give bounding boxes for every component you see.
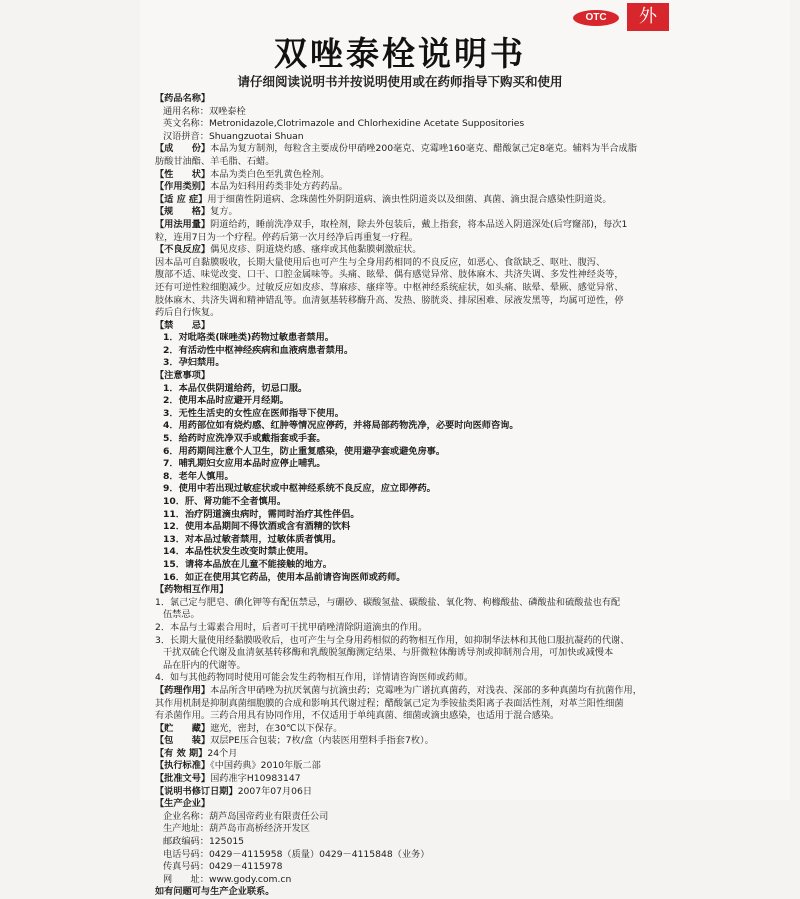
spec-text: 复方。: [210, 206, 238, 218]
indication-row: [155, 194, 690, 207]
phone-label: 电话号码：: [163, 848, 209, 860]
interaction-line: 3．长期大量使用经黏膜吸收后，也可产生与全身用药相似的药物相互作用，如抑制华法林和其他口服抗凝药的代谢、: [155, 634, 630, 646]
validity-label: 【有 效 期】: [155, 747, 208, 759]
company-name-label: 企业名称：: [163, 810, 209, 822]
precaution-item: 6．用药期间注意个人卫生，防止重复感染，使用避孕套或避免房事。: [163, 445, 446, 457]
pharmacology-line: 本品所含甲硝唑为抗厌氧菌与抗滴虫药；克霉唑为广谱抗真菌药，对浅表、深部的多种真菌均有抗菌作用，: [210, 684, 642, 696]
spec-label: 【规 格】: [155, 206, 211, 218]
validity-text: 24个月: [207, 747, 238, 759]
storage-text: 遮光，密封，在30℃以下保存。: [210, 722, 343, 734]
pharmacology-line: 有杀菌作用。三药合用具有协同作用，不仅适用于单纯真菌、细菌或滴虫感染，也适用于混合感染。: [155, 710, 560, 722]
precaution-item: 13．对本品过敏者禁用，过敏体质者慎用。: [163, 533, 342, 545]
package-label: 【包 装】: [155, 735, 211, 747]
adverse-line: 腹部不适、味觉改变、口干、口腔金属味等。头痛、眩晕、偶有感觉异常、肢体麻木、共济失调、多发性神经炎等，: [155, 269, 624, 281]
usage-text-cont: 粒，连用7日为一个疗程。停药后第一次月经净后再重复一疗程。: [155, 231, 419, 243]
ingredients-label: 【成 份】: [155, 143, 211, 155]
interaction-line: 2．本品与土霉素合用时，后者可干扰甲硝唑清除阴道滴虫的作用。: [155, 621, 428, 633]
interactions-header: 【药物相互作用】: [155, 584, 229, 596]
appearance-label: 【性 状】: [155, 168, 211, 180]
precaution-item: 1．本品仅供阴道给药，切忌口服。: [163, 382, 308, 394]
precaution-item: 11．治疗阴道滴虫病时，需同时治疗其性伴侣。: [163, 508, 360, 520]
precaution-item: 14．本品性状发生改变时禁止使用。: [163, 546, 314, 558]
external-use-badge: 外: [627, 3, 669, 31]
postcode-row: [155, 836, 690, 849]
package-row: [155, 735, 690, 748]
category-text: 本品为妇科用药类非处方药药品。: [210, 181, 348, 193]
precaution-item: 16．如正在使用其它药品，使用本品前请咨询医师或药师。: [163, 571, 406, 583]
contraindication-item: 1．对吡咯类(咪唑类)药物过敏患者禁用。: [163, 332, 334, 344]
ingredients-row: [155, 143, 690, 156]
english-name-row: [155, 118, 690, 131]
contraindications-header: 【禁 忌】: [155, 319, 211, 331]
revision-row: [155, 786, 690, 799]
precaution-item: 12．使用本品期间不得饮酒或含有酒精的饮料: [163, 521, 351, 533]
indication-label: 【适 应 症】: [155, 193, 208, 205]
usage-label: 【用法用量】: [155, 218, 211, 230]
adverse-line: 偶见皮疹、阴道烧灼感、瘙痒或其他黏膜刺激症状。: [210, 244, 422, 256]
standard-label: 【执行标准】: [155, 760, 211, 772]
precaution-item: 10．肝、肾功能不全者慎用。: [163, 496, 287, 507]
leaflet-body: [155, 93, 690, 899]
precaution-item: 8．老年人慎用。: [163, 470, 234, 482]
pinyin-row: [155, 131, 690, 144]
ingredients-text-cont: 肪酸甘油酯、羊毛脂、石蜡。: [155, 155, 275, 167]
precaution-item: 4．用药部位如有烧灼感、红肿等情况应停药，并将局部药物洗净，必要时向医师咨询。: [163, 420, 519, 432]
adverse-row: [155, 244, 690, 257]
interaction-line: 4．如与其他药物同时使用可能会发生药物相互作用，详情请咨询医师或药师。: [155, 672, 474, 684]
generic-name-label: 通用名称：: [163, 105, 209, 117]
manufacturer-header: 【生产企业】: [155, 798, 211, 810]
precaution-item: 7．哺乳期妇女应用本品时应停止哺乳。: [163, 458, 326, 470]
document-title: 双唑泰栓说明书: [274, 34, 526, 73]
address: 葫芦岛市高桥经济开发区: [208, 823, 310, 835]
interaction-line: 1．氯己定与肥皂、碘化钾等有配伍禁忌，与硼砂、碳酸氢盐、碳酸盐、氧化物、枸橼酸盐、磷酸盐和硫酸盐也有配: [155, 596, 621, 608]
precaution-item: 9．使用中若出现过敏症状或中枢神经系统不良反应，应立即停药。: [163, 483, 436, 495]
fax-row: [155, 861, 690, 874]
pinyin-name: Shuangzuotai Shuan: [208, 130, 304, 142]
ingredients-text: 本品为复方制剂，每粒含主要成份甲硝唑200毫克、克霉唑160毫克、醋酸氯己定8毫克。辅料为半合成脂: [210, 143, 637, 155]
precaution-item: 5．给药时应洗净双手或戴指套或手套。: [163, 433, 326, 445]
precaution-item: 15．请将本品放在儿童不能接触的地方。: [163, 558, 332, 570]
appearance-row: [155, 169, 690, 182]
validity-row: [155, 748, 690, 761]
adverse-line: 药后自行恢复。: [155, 307, 220, 319]
pharmacology-line: 其作用机制是抑制真菌细胞膜的合成和影响其代谢过程；醋酸氯己定为季铵盐类阳离子表面活性剂，对革兰阳性细菌: [155, 697, 624, 709]
generic-name-row: [155, 106, 690, 119]
otc-badge: OTC: [573, 10, 619, 26]
postcode: 125015: [208, 836, 245, 848]
fax-label: 传真号码：: [163, 861, 209, 873]
address-row: [155, 823, 690, 836]
standard-text: 《中国药典》2010年版二部: [210, 760, 321, 772]
postcode-label: 邮政编码：: [163, 836, 209, 848]
contraindication-item: 3．孕妇禁用。: [163, 357, 225, 369]
pharmacology-label: 【药理作用】: [155, 684, 211, 696]
category-row: [155, 181, 690, 194]
english-name-label: 英文名称：: [163, 118, 209, 130]
appearance-text: 本品为类白色至乳黄色栓剂。: [210, 168, 330, 180]
approval-text: 国药准字H10983147: [210, 773, 301, 785]
adverse-line: 因本品可自黏膜吸收，长期大量使用后也可产生与全身用药相同的不良反应，如恶心、食欲缺乏、呕吐、腹泻、: [155, 256, 606, 268]
pharmacology-row: [155, 685, 690, 698]
phone-row: [155, 849, 690, 862]
package-text: 双层PE压合包装；7枚/盒（内装医用塑料手指套7枚）。: [210, 735, 434, 747]
standard-row: [155, 760, 690, 773]
revision-text: 2007年07月06日: [237, 785, 313, 797]
precaution-item: 3．无性生活史的女性应在医师指导下使用。: [163, 407, 344, 419]
precaution-item: 2．使用本品时应避开月经期。: [163, 395, 289, 407]
website-row: [155, 874, 690, 887]
indication-text: 用于细菌性阴道病、念珠菌性外阴阴道病、滴虫性阴道炎以及细菌、真菌、滴虫混合感染性阴道炎。: [207, 193, 612, 205]
company-name-row: [155, 811, 690, 824]
storage-row: [155, 723, 690, 736]
drug-name-header: 【药品名称】: [155, 93, 211, 104]
category-label: 【作用类别】: [155, 181, 211, 193]
spec-row: [155, 206, 690, 219]
fax: 0429－4115978: [208, 861, 283, 873]
interaction-line: 伍禁忌。: [163, 609, 200, 621]
interaction-line: 品在肝内的代谢等。: [163, 659, 246, 671]
pinyin-label: 汉语拼音：: [163, 130, 209, 142]
website: www.gody.com.cn: [208, 873, 292, 885]
adverse-label: 【不良反应】: [155, 244, 211, 256]
approval-label: 【批准文号】: [155, 773, 211, 785]
approval-row: [155, 773, 690, 786]
company-name: 葫芦岛国帝药业有限责任公司: [208, 810, 329, 822]
phone: 0429－4115958（质量）0429－4115848（业务）: [208, 848, 430, 860]
document-subtitle: 请仔细阅读说明书并按说明使用或在药师指导下购买和使用: [237, 74, 563, 89]
generic-name: 双唑泰栓: [208, 105, 246, 117]
storage-label: 【贮 藏】: [155, 722, 211, 734]
usage-text: 阴道给药，睡前洗净双手，取栓剂，除去外包装后，戴上指套，将本品送入阴道深处(后穹窿部)，每次1: [210, 218, 628, 230]
website-label: 网 址：: [163, 873, 209, 885]
precautions-header: 【注意事项】: [155, 370, 211, 382]
contact-footer: 如有问题可与生产企业联系。: [155, 886, 275, 898]
revision-label: 【说明书修订日期】: [155, 785, 238, 797]
adverse-line: 还有可逆性粒细胞减少。过敏反应如皮疹、荨麻疹、瘙痒等。中枢神经系统症状，如头痛、眩晕、晕厥、感觉异常、: [155, 281, 624, 293]
usage-row: [155, 219, 690, 232]
adverse-line: 肢体麻木、共济失调和精神错乱等。血清氨基转移酶升高、发热、膀胱炎、排尿困难、尿液发黑等，均属可逆性，停: [155, 294, 624, 306]
interaction-line: 干扰双硫仑代谢及血清氨基转移酶和乳酸脱氢酶测定结果、与肝微粒体酶诱导剂或抑制剂合用，可加快或减慢本: [163, 647, 614, 659]
english-name: Metronidazole,Clotrimazole and Chlorhexidine Acetate Suppositories: [208, 118, 525, 130]
address-label: 生产地址：: [163, 823, 209, 835]
contraindication-item: 2．有活动性中枢神经疾病和血液病患者禁用。: [163, 344, 354, 356]
